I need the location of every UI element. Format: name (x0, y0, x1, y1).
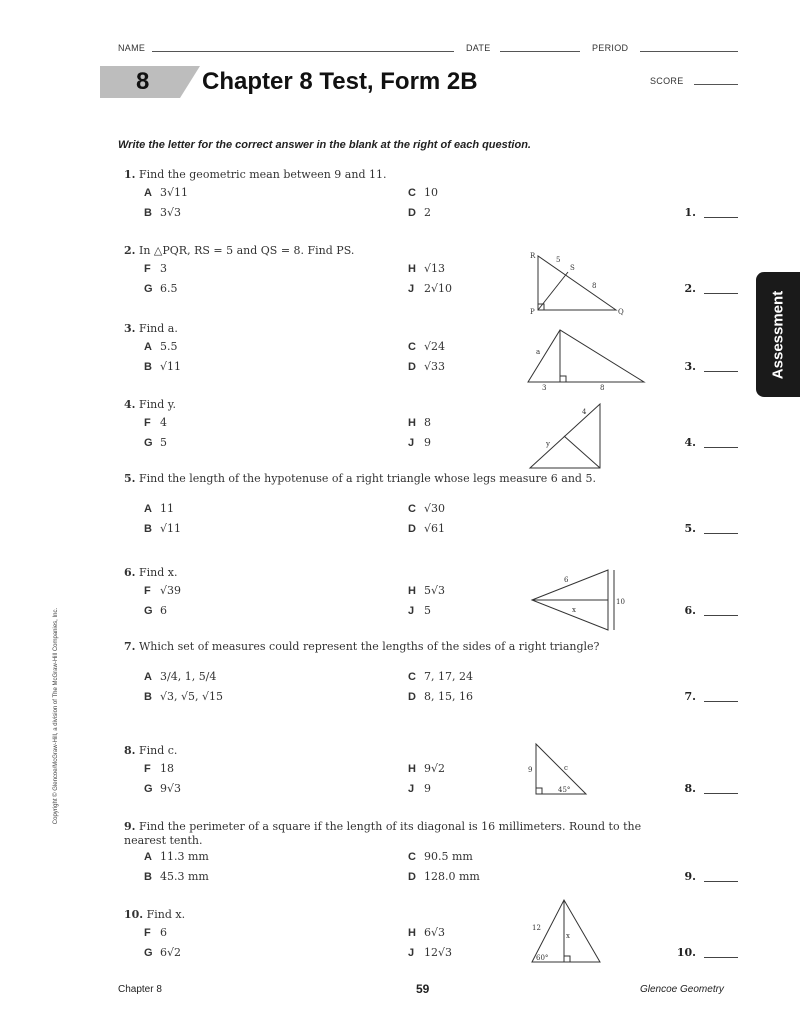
choice-letter: F (144, 763, 151, 775)
q4-label-top: 4 (582, 408, 587, 416)
choice-value: 5.5 (160, 340, 178, 353)
answer-choice (144, 926, 167, 939)
answer-number: 5. (684, 522, 696, 535)
period-field[interactable] (640, 51, 738, 52)
answer-blank[interactable] (704, 217, 738, 218)
choice-value: 3 (160, 262, 167, 275)
q10-triangle (532, 900, 600, 962)
answer-choice (144, 584, 181, 597)
choice-value: 128.0 mm (424, 870, 480, 883)
q8-label-c: c (564, 764, 568, 772)
page-number: 59 (416, 982, 430, 996)
figure-q8 (524, 740, 594, 798)
answer-choice (408, 870, 480, 883)
choice-letter: A (144, 341, 152, 353)
q2-label-qs: 8 (592, 282, 597, 290)
q6-label-side: 6 (564, 576, 569, 584)
answer-choice (144, 340, 178, 353)
choice-value: 6 (160, 604, 167, 617)
question-text (124, 820, 644, 848)
answer-blank[interactable] (704, 371, 738, 372)
question-prompt: In △PQR, RS = 5 and QS = 8. Find PS. (138, 244, 355, 257)
choice-value: √61 (424, 522, 446, 535)
choice-letter: B (144, 361, 152, 373)
choice-value: 3√11 (160, 186, 189, 199)
question-number: 4. (124, 398, 136, 411)
choice-value: √11 (160, 522, 182, 535)
answer-number: 1. (684, 206, 696, 219)
question-number: 6. (124, 566, 136, 579)
question-text (124, 168, 644, 182)
choice-letter: H (408, 763, 416, 775)
choice-letter: A (144, 851, 152, 863)
q3-right-angle-mark (560, 376, 566, 382)
question-prompt: Find x. (138, 566, 178, 579)
choice-letter: C (408, 341, 416, 353)
choice-letter: G (144, 437, 153, 449)
choice-letter: J (408, 947, 415, 959)
choice-letter: A (144, 503, 152, 515)
answer-number: 6. (684, 604, 696, 617)
choice-letter: B (144, 871, 152, 883)
answer-choice (144, 670, 216, 683)
figure-q6 (526, 568, 626, 634)
question-number: 3. (124, 322, 136, 335)
answer-choice (408, 360, 445, 373)
date-label: DATE (466, 43, 491, 53)
answer-choice (144, 206, 181, 219)
answer-choice (144, 436, 167, 449)
assessment-tab (756, 272, 800, 397)
name-label: NAME (118, 43, 146, 53)
answer-blank[interactable] (704, 881, 738, 882)
question-number: 9. (124, 820, 136, 833)
choice-value: 8 (424, 416, 431, 429)
question-number: 2. (124, 244, 136, 257)
choice-letter: D (408, 523, 416, 535)
answer-choice (144, 522, 181, 535)
period-label: PERIOD (592, 43, 629, 53)
instructions: Write the letter for the correct answer in the blank at the right of each question. (118, 139, 531, 151)
q2-triangle (538, 256, 616, 310)
answer-choice (408, 416, 431, 429)
q2-label-p: P (530, 308, 535, 316)
choice-letter: A (144, 671, 152, 683)
question-number: 10. (124, 908, 144, 921)
answer-number: 10. (676, 946, 696, 959)
q4-altitude (564, 436, 600, 468)
answer-choice (408, 850, 473, 863)
question-prompt: Find the perimeter of a square if the length of its diagonal is 16 millimeters. Round to the nearest tenth. (124, 820, 642, 847)
q6-label-x: x (572, 606, 576, 614)
choice-value: 9 (424, 436, 431, 449)
choice-value: 5 (160, 436, 167, 449)
answer-choice (144, 946, 181, 959)
q3-label-a: a (536, 348, 541, 356)
choice-value: 5√3 (424, 584, 446, 597)
choice-value: 8, 15, 16 (424, 690, 473, 703)
question-prompt: Which set of measures could represent the lengths of the sides of a right triangle? (138, 640, 600, 653)
question-number: 1. (124, 168, 136, 181)
score-label: SCORE (650, 76, 684, 86)
question-prompt: Find y. (138, 398, 177, 411)
copyright-notice: Copyright © Glencoe/McGraw-Hill, a division of The McGraw-Hill Companies, Inc. (53, 607, 59, 825)
answer-blank[interactable] (704, 533, 738, 534)
assessment-tab-label: Assessment (769, 290, 787, 379)
choice-value: 6√3 (424, 926, 446, 939)
question-number: 8. (124, 744, 136, 757)
answer-number: 7. (684, 690, 696, 703)
choice-value: √13 (424, 262, 446, 275)
figure-q4 (526, 400, 610, 472)
q8-label-angle: 45° (558, 786, 571, 794)
choice-value: 18 (160, 762, 174, 775)
q8-label-side: 9 (528, 766, 533, 774)
choice-letter: D (408, 691, 416, 703)
q2-label-rs: 5 (556, 256, 561, 264)
choice-letter: F (144, 585, 151, 597)
question-prompt: Find x. (146, 908, 186, 921)
answer-blank[interactable] (704, 957, 738, 958)
q3-label-b2: 8 (600, 384, 605, 392)
answer-number: 3. (684, 360, 696, 373)
choice-value: 11.3 mm (160, 850, 209, 863)
q10-label-x: x (566, 932, 570, 940)
answer-blank[interactable] (704, 447, 738, 448)
answer-choice (408, 782, 431, 795)
answer-choice (408, 340, 445, 353)
choice-letter: C (408, 187, 416, 199)
choice-value: √30 (424, 502, 446, 515)
choice-letter: D (408, 361, 416, 373)
question-prompt: Find a. (138, 322, 178, 335)
question-prompt: Find the geometric mean between 9 and 11. (138, 168, 387, 181)
choice-letter: G (144, 283, 153, 295)
chapter-banner (100, 66, 200, 98)
choice-letter: C (408, 503, 416, 515)
choice-value: 5 (424, 604, 431, 617)
choice-value: 11 (160, 502, 174, 515)
question-number: 7. (124, 640, 136, 653)
answer-number: 9. (684, 870, 696, 883)
choice-letter: G (144, 947, 153, 959)
answer-choice (408, 436, 431, 449)
choice-value: √39 (160, 584, 182, 597)
choice-value: 2√10 (424, 282, 453, 295)
choice-value: √33 (424, 360, 446, 373)
answer-blank[interactable] (704, 615, 738, 616)
choice-value: 10 (424, 186, 438, 199)
answer-choice (144, 186, 188, 199)
answer-choice (408, 502, 445, 515)
q3-label-b1: 3 (542, 384, 547, 392)
answer-number: 2. (684, 282, 696, 295)
answer-choice (408, 762, 445, 775)
answer-choice (408, 670, 473, 683)
choice-letter: D (408, 207, 416, 219)
answer-choice (408, 206, 431, 219)
answer-choice (408, 186, 438, 199)
page-title: Chapter 8 Test, Form 2B (202, 68, 478, 95)
choice-value: 3√3 (160, 206, 182, 219)
q8-right-angle-mark (536, 788, 542, 794)
choice-letter: F (144, 417, 151, 429)
choice-value: 6.5 (160, 282, 178, 295)
answer-choice (144, 262, 167, 275)
answer-choice (144, 416, 167, 429)
answer-blank[interactable] (704, 293, 738, 294)
choice-value: 9√2 (424, 762, 446, 775)
answer-choice (408, 604, 431, 617)
choice-letter: G (144, 783, 153, 795)
choice-value: 9 (424, 782, 431, 795)
choice-value: 3/4, 1, 5/4 (160, 670, 217, 683)
q4-label-y: y (546, 440, 550, 448)
choice-letter: J (408, 605, 415, 617)
answer-choice (144, 360, 181, 373)
q10-right-angle-mark (564, 956, 570, 962)
footer-chapter: Chapter 8 (118, 984, 162, 995)
answer-choice (144, 604, 167, 617)
q2-label-r: R (530, 252, 536, 260)
footer-book: Glencoe Geometry (640, 984, 724, 995)
figure-q10 (526, 898, 610, 966)
chapter-number: 8 (136, 68, 150, 95)
score-field[interactable] (694, 84, 738, 85)
choice-value: 9√3 (160, 782, 182, 795)
question-text (124, 472, 644, 486)
answer-choice (408, 262, 445, 275)
choice-letter: C (408, 671, 416, 683)
figure-q3 (524, 326, 648, 390)
choice-value: 7, 17, 24 (424, 670, 473, 683)
choice-letter: H (408, 927, 416, 939)
answer-choice (408, 690, 473, 703)
answer-choice (144, 282, 178, 295)
question-text (124, 640, 644, 654)
choice-letter: H (408, 417, 416, 429)
answer-number: 8. (684, 782, 696, 795)
choice-value: √3, √5, √15 (160, 690, 224, 703)
choice-letter: D (408, 871, 416, 883)
choice-value: √24 (424, 340, 446, 353)
answer-number: 4. (684, 436, 696, 449)
choice-letter: J (408, 283, 415, 295)
question-number: 5. (124, 472, 136, 485)
q2-label-s: S (570, 264, 575, 272)
date-field[interactable] (500, 51, 580, 52)
q3-triangle (528, 330, 644, 382)
choice-value: 90.5 mm (424, 850, 473, 863)
question-prompt: Find c. (138, 744, 178, 757)
answer-choice (144, 762, 174, 775)
question-prompt: Find the length of the hypotenuse of a right triangle whose legs measure 6 and 5. (138, 472, 596, 485)
choice-letter: B (144, 523, 152, 535)
choice-value: √11 (160, 360, 182, 373)
answer-blank[interactable] (704, 701, 738, 702)
answer-choice (408, 282, 452, 295)
answer-choice (144, 502, 174, 515)
choice-letter: J (408, 783, 415, 795)
choice-value: 12√3 (424, 946, 453, 959)
choice-letter: G (144, 605, 153, 617)
choice-letter: B (144, 691, 152, 703)
choice-value: 6 (160, 926, 167, 939)
choice-letter: A (144, 187, 152, 199)
q10-label-side: 12 (532, 924, 541, 932)
answer-choice (408, 926, 445, 939)
answer-choice (144, 690, 223, 703)
answer-choice (144, 870, 209, 883)
choice-value: 4 (160, 416, 167, 429)
answer-blank[interactable] (704, 793, 738, 794)
choice-letter: H (408, 585, 416, 597)
choice-letter: B (144, 207, 152, 219)
q2-label-q: Q (618, 308, 624, 316)
choice-letter: F (144, 927, 151, 939)
choice-value: 2 (424, 206, 431, 219)
choice-letter: F (144, 263, 151, 275)
answer-choice (408, 584, 445, 597)
answer-choice (408, 522, 445, 535)
answer-choice (408, 946, 452, 959)
choice-value: 45.3 mm (160, 870, 209, 883)
q10-label-angle: 60° (536, 954, 549, 962)
answer-choice (144, 850, 209, 863)
figure-q2 (524, 250, 624, 320)
choice-letter: C (408, 851, 416, 863)
choice-letter: J (408, 437, 415, 449)
answer-choice (144, 782, 181, 795)
choice-value: 6√2 (160, 946, 182, 959)
q6-label-bottom: 10 (616, 598, 625, 606)
name-field[interactable] (152, 51, 454, 52)
choice-letter: H (408, 263, 416, 275)
